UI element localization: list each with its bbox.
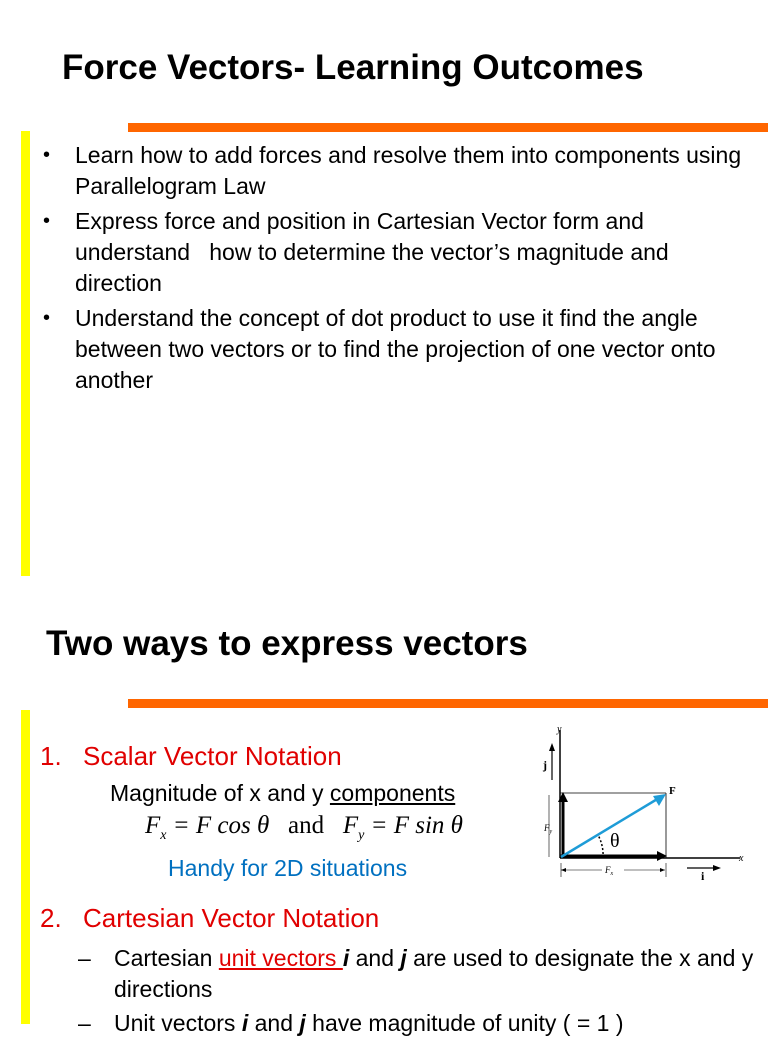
theta-label: θ — [610, 830, 620, 852]
handy-note: Handy for 2D situations — [168, 855, 408, 881]
slide2-title-underline-bar — [128, 699, 768, 708]
fy-subscript: y — [358, 828, 365, 843]
item-label: Cartesian Vector Notation — [83, 903, 380, 933]
j-label: j — [543, 758, 547, 772]
fx-symbol: F — [145, 812, 161, 839]
fx-dimension-right-arrow-icon — [660, 868, 665, 872]
i-arrowhead-icon — [713, 865, 721, 871]
bullet-icon: • — [43, 210, 51, 232]
fx-arrowhead-icon — [657, 851, 667, 861]
item-number: 1. — [40, 741, 62, 771]
y-axis-label: y — [557, 724, 562, 735]
list-item — [40, 206, 760, 299]
text-part: Unit vectors — [114, 1010, 242, 1036]
j-symbol: j — [299, 1010, 306, 1036]
unit-vectors-text — [78, 943, 758, 1005]
component-formula — [145, 812, 463, 844]
text-part: have magnitude of unity ( = 1 ) — [305, 1010, 624, 1036]
i-label: i — [701, 869, 705, 882]
learning-outcomes-list — [40, 140, 760, 400]
x-axis-label: x — [739, 853, 744, 864]
i-symbol: i — [342, 945, 350, 971]
components-word: components — [329, 780, 456, 806]
bullet-text: Learn how to add forces and resolve them into components using Parallelogram Law — [75, 142, 742, 199]
i-symbol: i — [241, 1010, 249, 1036]
text-part: are used to designate the x and y directions — [114, 945, 754, 1002]
item-label: Scalar Vector Notation — [83, 741, 342, 771]
slide1-title-underline-bar — [128, 123, 768, 132]
list-item — [40, 140, 760, 202]
cartesian-notation-heading — [40, 903, 379, 934]
fx-label-subscript: x — [610, 871, 614, 877]
fy-label-subscript: y — [549, 829, 553, 835]
fy-expression: = F sin θ — [370, 812, 463, 839]
fy-label — [543, 823, 553, 835]
fy-symbol: F — [342, 812, 359, 839]
unit-vectors-description — [78, 943, 758, 1005]
dash-bullet: – — [78, 945, 91, 971]
text-part: and — [248, 1010, 300, 1036]
components-line-text: Magnitude of x and y — [110, 780, 330, 806]
slide1-side-bar — [21, 131, 30, 576]
bullet-text: Understand the concept of dot product to use it find the angle between two vectors or to find the projection of one vector onto another — [75, 305, 716, 393]
bullet-icon: • — [43, 307, 51, 329]
dash-bullet: – — [78, 1010, 91, 1036]
item-number: 2. — [40, 903, 62, 933]
force-label: F — [669, 785, 676, 797]
j-symbol: j — [400, 945, 407, 971]
list-item — [40, 303, 760, 396]
scalar-notation-heading — [40, 741, 342, 772]
bullet-icon: • — [43, 144, 51, 166]
j-arrowhead-icon — [549, 743, 555, 751]
unit-vectors-link[interactable]: unit vectors — [218, 945, 343, 971]
vector-components-diagram — [535, 722, 755, 882]
fx-expression: = F cos θ — [172, 812, 270, 839]
fx-dimension-left-arrow-icon — [561, 868, 566, 872]
slide1-title: Force Vectors- Learning Outcomes — [62, 48, 644, 87]
fy-label-letter: F — [544, 823, 550, 833]
text-part: Cartesian — [114, 945, 219, 971]
fx-subscript: x — [160, 828, 167, 843]
bullet-text: Express force and position in Cartesian Vector form and understand how to determine the vector’s magnitude and direction — [75, 208, 676, 296]
slide2-title: Two ways to express vectors — [46, 624, 528, 663]
components-line — [110, 780, 455, 807]
fx-label-letter: F — [605, 865, 611, 875]
text-part: and — [349, 945, 401, 971]
slide2-side-bar — [21, 710, 30, 1024]
formula-and: and — [288, 812, 325, 839]
